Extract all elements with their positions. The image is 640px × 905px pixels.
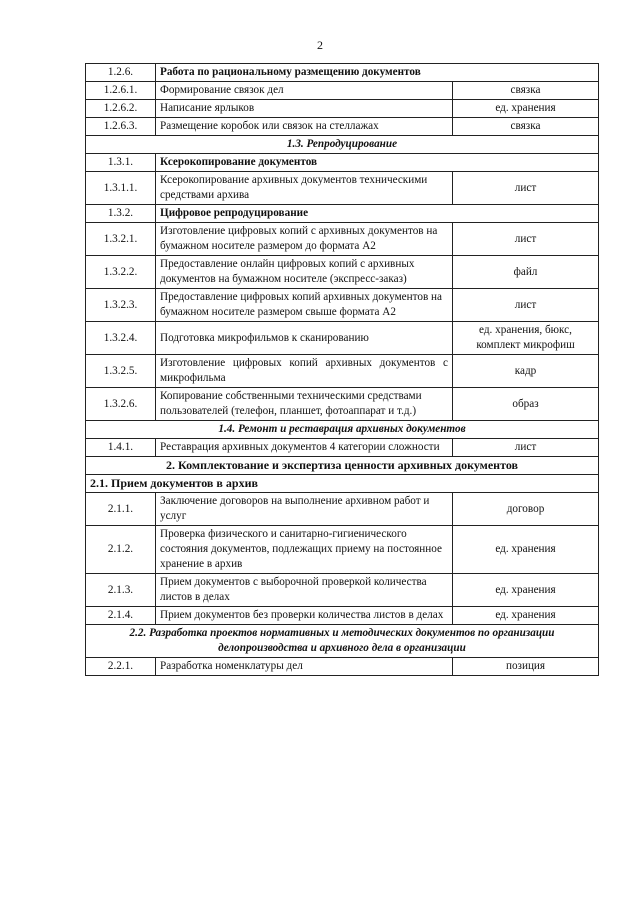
- item-unit: лист: [453, 289, 599, 322]
- item-number: 1.3.2.1.: [86, 223, 156, 256]
- chapter-heading: 2. Комплектование и экспертиза ценности архивных документов: [86, 457, 599, 475]
- table-row: [86, 223, 599, 256]
- table-row: [86, 607, 599, 625]
- item-name: Реставрация архивных документов 4 категории сложности: [156, 439, 453, 457]
- section-title: Цифровое репродуцирование: [156, 205, 599, 223]
- item-number: 1.2.6.2.: [86, 100, 156, 118]
- table-row: [86, 355, 599, 388]
- subsection-heading: 2.2. Разработка проектов нормативных и методических документов по организации делопроизводства и архивного дела в организации: [86, 625, 599, 658]
- item-unit: кадр: [453, 355, 599, 388]
- item-name: Предоставление цифровых копий архивных документов на бумажном носителе размером свыше формата А2: [156, 289, 453, 322]
- item-name: Прием документов без проверки количества листов в делах: [156, 607, 453, 625]
- item-unit: образ: [453, 388, 599, 421]
- table-row: [86, 256, 599, 289]
- section-title: Ксерокопирование документов: [156, 154, 599, 172]
- item-name: Размещение коробок или связок на стеллажах: [156, 118, 453, 136]
- item-unit: файл: [453, 256, 599, 289]
- table-row: [86, 493, 599, 526]
- table-row: [86, 82, 599, 100]
- item-unit: позиция: [453, 658, 599, 676]
- item-number: 1.3.2.2.: [86, 256, 156, 289]
- item-name: Написание ярлыков: [156, 100, 453, 118]
- item-number: 1.3.2.3.: [86, 289, 156, 322]
- table-row: [86, 322, 599, 355]
- item-unit: ед. хранения: [453, 100, 599, 118]
- section-number: 1.3.1.: [86, 154, 156, 172]
- item-number: 2.1.1.: [86, 493, 156, 526]
- item-number: 1.3.1.1.: [86, 172, 156, 205]
- item-number: 1.3.2.4.: [86, 322, 156, 355]
- table-row: [86, 172, 599, 205]
- table-row: [86, 439, 599, 457]
- table-row: [86, 574, 599, 607]
- subsection-heading: 1.3. Репродуцирование: [86, 136, 599, 154]
- item-name: Предоставление онлайн цифровых копий с архивных документов на бумажном носителе (экспресс-заказ): [156, 256, 453, 289]
- item-name: Изготовление цифровых копий архивных документов с микрофильма: [156, 355, 453, 388]
- item-number: 1.4.1.: [86, 439, 156, 457]
- item-unit: лист: [453, 439, 599, 457]
- subsection-heading-row: [86, 625, 599, 658]
- services-table-body: [86, 64, 599, 676]
- section-row: [86, 205, 599, 223]
- item-name: Ксерокопирование архивных документов техническими средствами архива: [156, 172, 453, 205]
- page-number: 2: [317, 38, 323, 52]
- section-row: [86, 64, 599, 82]
- chapter-heading-row: [86, 457, 599, 475]
- item-name: Изготовление цифровых копий с архивных документов на бумажном носителе размером до формата А2: [156, 223, 453, 256]
- subchapter-heading: 2.1. Прием документов в архив: [86, 475, 599, 493]
- section-number: 1.3.2.: [86, 205, 156, 223]
- subsection-heading-row: [86, 136, 599, 154]
- services-table: [85, 63, 599, 676]
- item-unit: связка: [453, 82, 599, 100]
- item-number: 1.2.6.1.: [86, 82, 156, 100]
- item-number: 1.3.2.5.: [86, 355, 156, 388]
- item-number: 2.1.2.: [86, 526, 156, 574]
- item-unit: лист: [453, 223, 599, 256]
- item-name: Копирование собственными техническими средствами пользователей (телефон, планшет, фотоаппарат и т.д.): [156, 388, 453, 421]
- section-number: 1.2.6.: [86, 64, 156, 82]
- section-row: [86, 154, 599, 172]
- item-number: 1.3.2.6.: [86, 388, 156, 421]
- item-name: Заключение договоров на выполнение архивном работ и услуг: [156, 493, 453, 526]
- item-unit: ед. хранения, бюкс, комплект микрофиш: [453, 322, 599, 355]
- item-name: Проверка физического и санитарно-гигиенического состояния документов, подлежащих приему на постоянное хранение в архив: [156, 526, 453, 574]
- subchapter-heading-row: [86, 475, 599, 493]
- section-title: Работа по рациональному размещению документов: [156, 64, 599, 82]
- subsection-heading: 1.4. Ремонт и реставрация архивных документов: [86, 421, 599, 439]
- item-unit: договор: [453, 493, 599, 526]
- item-number: 2.1.3.: [86, 574, 156, 607]
- table-row: [86, 118, 599, 136]
- table-row: [86, 526, 599, 574]
- item-name: Подготовка микрофильмов к сканированию: [156, 322, 453, 355]
- table-row: [86, 658, 599, 676]
- item-unit: лист: [453, 172, 599, 205]
- item-unit: ед. хранения: [453, 526, 599, 574]
- table-row: [86, 289, 599, 322]
- subsection-heading-row: [86, 421, 599, 439]
- item-name: Формирование связок дел: [156, 82, 453, 100]
- item-number: 2.2.1.: [86, 658, 156, 676]
- item-unit: ед. хранения: [453, 574, 599, 607]
- item-unit: связка: [453, 118, 599, 136]
- table-row: [86, 388, 599, 421]
- item-number: 1.2.6.3.: [86, 118, 156, 136]
- item-name: Разработка номенклатуры дел: [156, 658, 453, 676]
- item-unit: ед. хранения: [453, 607, 599, 625]
- item-number: 2.1.4.: [86, 607, 156, 625]
- item-name: Прием документов с выборочной проверкой количества листов в делах: [156, 574, 453, 607]
- table-row: [86, 100, 599, 118]
